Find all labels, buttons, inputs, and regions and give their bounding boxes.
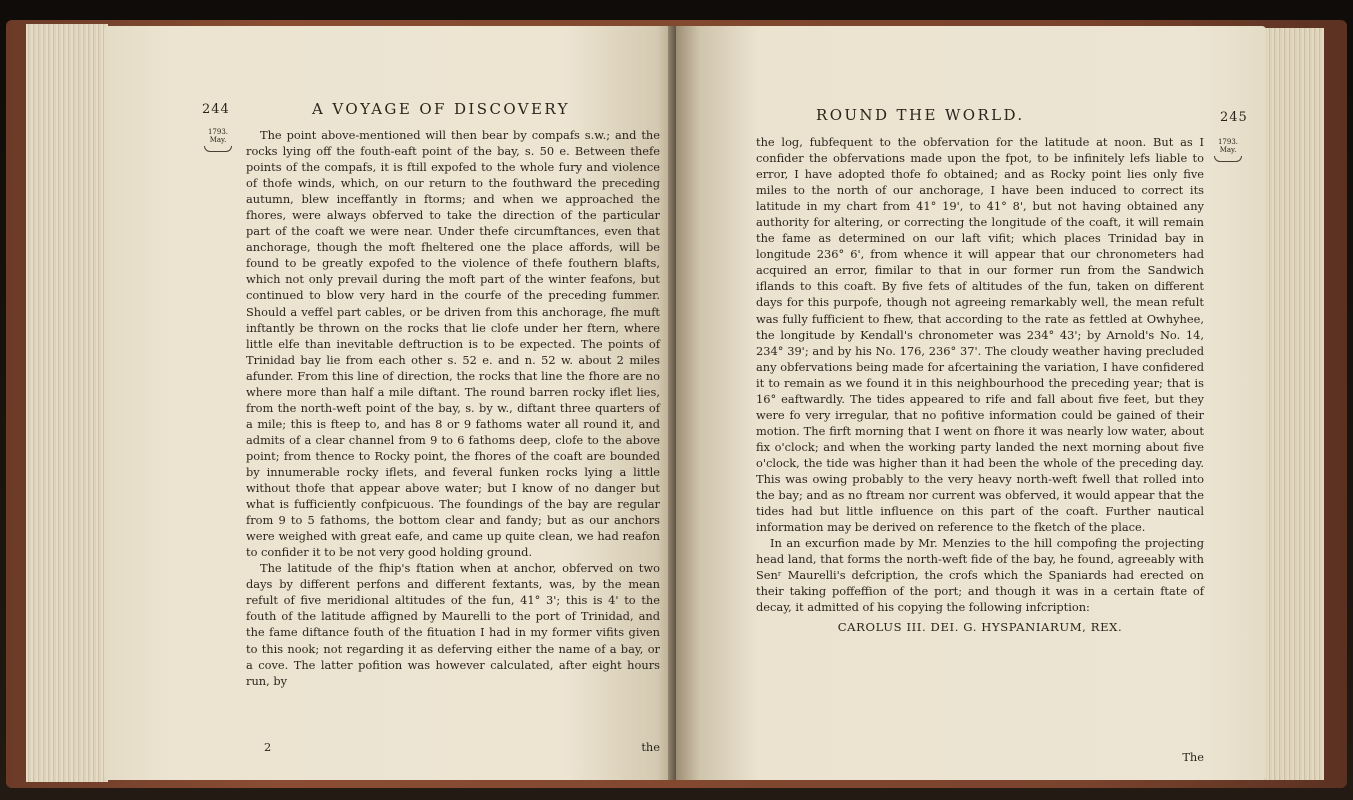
left-body-text — [246, 127, 660, 689]
right-page-edges — [1262, 28, 1324, 780]
right-paragraph-2: In an excurfion made by Mr. Menzies to the hill compofing the projecting head land, that forms the north-weft fide of the bay, he found, agreeably with Senʳ Maurelli's defcription, the crofs which the Spaniards had erected on their taking poffeffion of the port; and though it was in a certain ftate of decay, it admitted of his copying the following infcription: — [756, 536, 1204, 615]
left-page — [104, 26, 680, 780]
right-page-number: 245 — [1220, 110, 1248, 125]
right-page-footer — [756, 750, 1204, 764]
margin-note-year: 1793. — [207, 128, 229, 136]
right-page — [676, 26, 1266, 780]
right-body-text — [756, 134, 1204, 635]
left-running-head: A VOYAGE OF DISCOVERY — [312, 100, 570, 118]
right-running-head: ROUND THE WORLD. — [816, 106, 1025, 124]
signature-mark: 2 — [264, 740, 272, 754]
left-paragraph-2: The latitude of the fhip's ftation when at anchor, obferved on two days by different perfons and different fextants, was, by the mean refult of five meridional altitudes of the fun, 41° 3'; this is 4' to the fouth of the latitude affigned by Maurelli to the port of Trinidad, and the fame diftance fouth of the fituation I had in my former vifits given to this nook; not regarding it as deferving either the name of a bay, or a cove. The latter pofition was however calculated, after eight hours run, by — [246, 561, 660, 688]
right-paragraph-1: the log, fubfequent to the obfervation for the latitude at noon. But as I confider the obfervations made upon the fpot, to be infinitely lefs liable to error, I have adopted thofe fo obtained; and as Rocky point lies only five miles to the north of our anchorage, I have been induced to correct its latitude in my chart from 41° 19', to 41° 8', but not having obtained any authority for altering, or correcting the longitude of the coaft, it will remain the fame as determined on our laft vifit; which places Trinidad bay in longitude 236° 6', from whence it will appear that our chronometers had acquired an error, fimilar to that in our former run from the Sandwich iflands to this coaft. By five fets of altitudes of the fun, taken on different days for this purpofe, though not agreeing remarkably well, the mean refult was fully fufficient to fhew, that according to the rate as fettled at Owhyhee, the longitude by Kendall's chronometer was 234° 43'; by Arnold's No. 14, 234° 39'; and by his No. 176, 236° 37'. The cloudy weather having precluded any obfervations being made for afcertaining the variation, I have confidered it to remain as we found it in this neighbourhood the preceding year; that is 16° eaftwardly. The tides appeared to rife and fall about five feet, but they were fo very irregular, that no pofitive information could be gained of their motion. The firft morning that I went on fhore it was nearly low water, about fix o'clock; and when the working party landed the next morning about five o'clock, the tide was higher than it had been the whole of the preceding day. This was owing probably to the very heavy north-weft fwell that rolled into the bay; and as no ftream nor current was obferved, it would appear that the tides had but little influence on this part of the coaft. Further nautical information may be derived on reference to the fketch of the place. — [756, 135, 1204, 535]
margin-note-month: May. — [209, 136, 227, 144]
left-catchword: the — [641, 740, 660, 754]
margin-note-year: 1793. — [1217, 138, 1239, 146]
left-page-number: 244 — [202, 102, 230, 117]
margin-brace — [204, 146, 232, 152]
right-catchword: The — [1182, 750, 1204, 764]
margin-brace — [1214, 156, 1242, 162]
left-margin-note — [204, 128, 232, 152]
right-margin-note — [1214, 138, 1242, 162]
left-page-edges — [26, 24, 108, 782]
cross-inscription: CAROLUS III. DEI. G. HYSPANIARUM, REX. — [837, 620, 1123, 635]
left-paragraph-1: The point above-mentioned will then bear by compafs s.w.; and the rocks lying off the fouth-eaft point of the bay, s. 50 e. Between thefe points of the compafs, it is ftill expofed to the whole fury and violence of thofe winds, which, on our return to the fouthward the preceding autumn, blew inceffantly in ftorms; and when we approached the fhores, were always obferved to take the direction of the particular part of the coaft we were near. Under thefe circumftances, even that anchorage, though the moft fheltered one the place affords, will be found to be greatly expofed to the violence of thefe fouthern blafts, which not only prevail during the moft part of the winter feafons, but continued to blow very hard in the courfe of the preceding fummer. Should a veffel part cables, or be driven from this anchorage, fhe muft inftantly be thrown on the rocks that lie clofe under her ftern, where little elfe than inevitable deftruction is to be expected. The points of Trinidad bay lie from each other s. 52 e. and n. 52 w. about 2 miles afunder. From this line of direction, the rocks that line the fhore are no where more than half a mile diftant. The round barren rocky iflet lies, from the north-weft point of the bay, s. by w., diftant three quarters of a mile; this is fteep to, and has 8 or 9 fathoms water all round it, and admits of a clear channel from 9 to 6 fathoms deep, clofe to the above point; from thence to Rocky point, the fhores of the coaft are bounded by innumerable rocky iflets, and feveral funken rocks lying a little without thofe that appear above water; but I know of no danger but what is fufficiently confpicuous. The foundings of the bay are regular from 9 to 5 fathoms, the bottom clear and fandy; but as our anchors were weighed with great eafe, and came up quite clean, we had reafon to confider it to be not very good holding ground. — [246, 128, 660, 560]
margin-note-month: May. — [1219, 146, 1237, 154]
